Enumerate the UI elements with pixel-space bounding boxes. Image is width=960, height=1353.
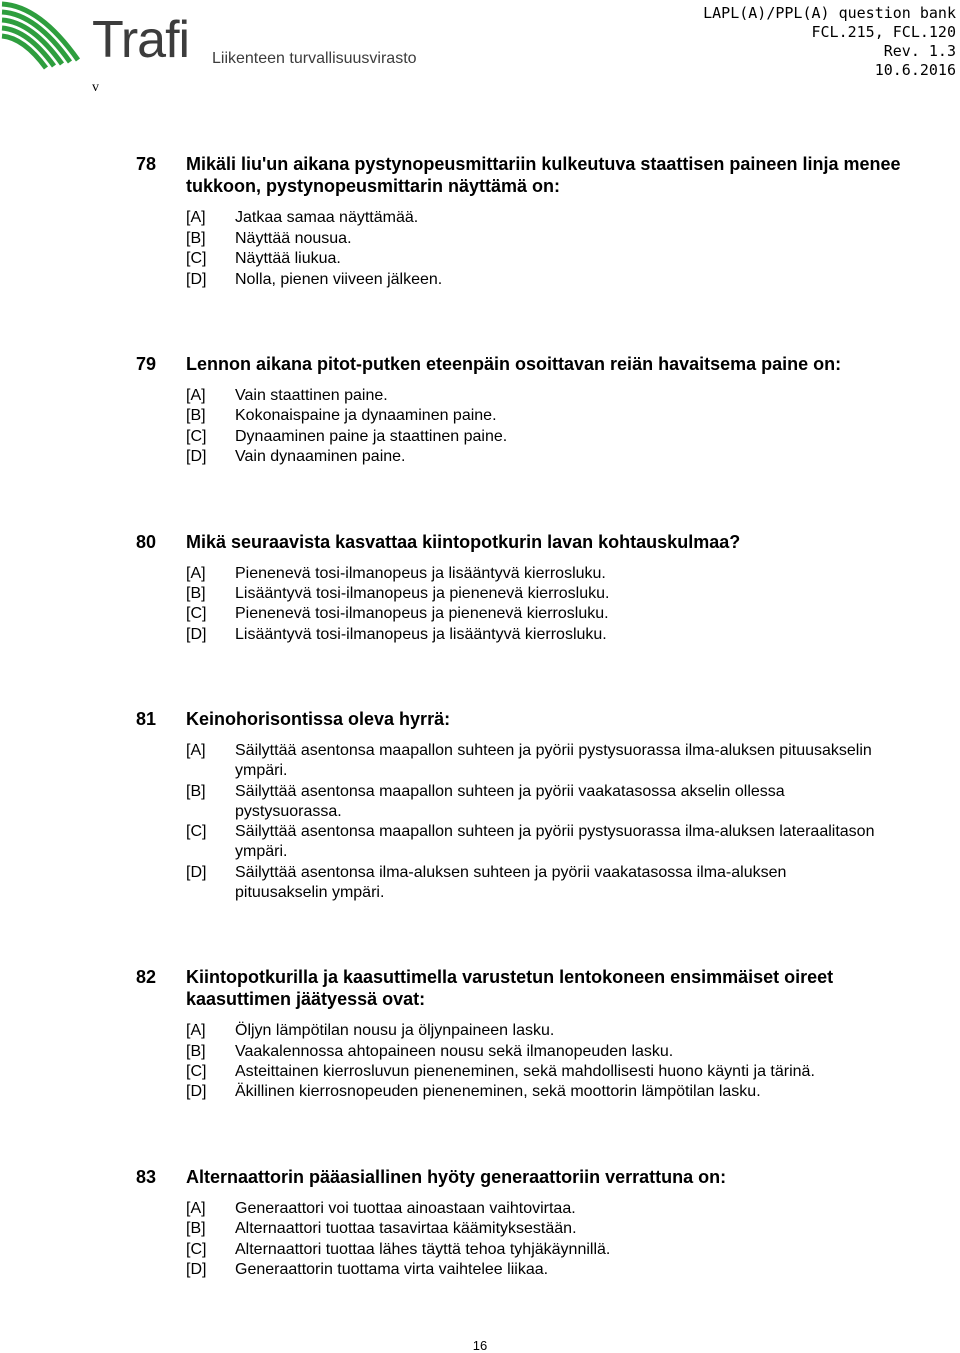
trafi-swoosh-icon [0, 0, 90, 70]
option-letter: [C] [186, 605, 207, 622]
question-text: Keinohorisontissa oleva hyrrä: [186, 709, 451, 729]
question-number: 80 [136, 532, 157, 552]
option-letter: [D] [186, 1083, 207, 1100]
option-letter: [A] [186, 1022, 206, 1039]
logo-subtitle: Liikenteen turvallisuusvirasto [212, 50, 417, 67]
option-text: Generaattorin tuottama virta vaihtelee liikaa. [235, 1261, 549, 1278]
option-text: Pienenevä tosi-ilmanopeus ja pienenevä kierrosluku. [235, 605, 609, 622]
document-info [703, 4, 956, 80]
option-text: Öljyn lämpötilan nousu ja öljynpaineen lasku. [235, 1022, 555, 1039]
option-text: Alternaattori tuottaa lähes täyttä tehoa tyhjäkäynnillä. [235, 1241, 611, 1258]
question-text: Lennon aikana pitot-putken eteenpäin osoittavan reiän havaitsema paine on: [186, 354, 842, 374]
page-number: 16 [472, 1338, 488, 1353]
option-letter: [C] [186, 428, 207, 445]
option-letter: [A] [186, 1200, 206, 1217]
option-letter: [A] [186, 742, 206, 759]
option-letter: [D] [186, 1261, 207, 1278]
doc-revision: Rev. 1.3 [883, 42, 956, 60]
doc-title: LAPL(A)/PPL(A) question bank [703, 4, 956, 22]
question-number: 83 [136, 1167, 157, 1187]
question-text: Mikä seuraavista kasvattaa kiintopotkurin lavan kohtauskulmaa? [186, 532, 741, 552]
option-text: Säilyttää asentonsa ilma-aluksen suhteen ja pyörii vaakatasossa ilma-aluksen pituusakselin ympäri. [235, 864, 787, 901]
option-letter: [D] [186, 626, 207, 643]
option-letter: [D] [186, 448, 207, 465]
trafi-logo [0, 0, 420, 80]
option-text: Generaattori voi tuottaa ainoastaan vaihtovirtaa. [235, 1200, 576, 1217]
option-letter: [A] [186, 387, 206, 404]
option-text: Nolla, pienen viiveen jälkeen. [235, 271, 443, 288]
option-letter: [C] [186, 250, 207, 267]
option-text: Vain staattinen paine. [235, 387, 388, 404]
option-letter: [B] [186, 407, 206, 424]
option-letter: [B] [186, 585, 206, 602]
option-text: Säilyttää asentonsa maapallon suhteen ja pyörii pystysuorassa ilma-aluksen lateraalitason ympäri. [235, 823, 875, 860]
option-text: Asteittainen kierrosluvun pieneneminen, sekä mahdollisesti huono käynti ja tärinä. [235, 1063, 815, 1080]
question-number: 78 [136, 154, 157, 174]
option-text: Lisääntyvä tosi-ilmanopeus ja lisääntyvä kierrosluku. [235, 626, 607, 643]
option-text: Pienenevä tosi-ilmanopeus ja lisääntyvä kierrosluku. [235, 565, 606, 582]
option-letter: [A] [186, 209, 206, 226]
question-text: Kiintopotkurilla ja kaasuttimella varustetun lentokoneen ensimmäiset oireet kaasuttimen jäätyessä ovat: [186, 967, 834, 1009]
option-text: Säilyttää asentonsa maapallon suhteen ja pyörii vaakatasossa akselin ollessa pystysuorassa. [235, 783, 785, 820]
option-letter: [A] [186, 565, 206, 582]
option-text: Näyttää liukua. [235, 250, 341, 267]
option-text: Vaakalennossa ahtopaineen nousu sekä ilmanopeuden lasku. [235, 1043, 674, 1060]
option-letter: [D] [186, 864, 207, 881]
option-text: Jatkaa samaa näyttämää. [235, 209, 419, 226]
page-header [0, 0, 960, 100]
option-letter: [B] [186, 230, 206, 247]
doc-regulation: FCL.215, FCL.120 [811, 23, 956, 41]
question-text: Alternaattorin pääasiallinen hyöty generaattoriin verrattuna on: [186, 1167, 727, 1187]
question-number: 82 [136, 967, 157, 987]
option-text: Näyttää nousua. [235, 230, 352, 247]
option-text: Äkillinen kierrosnopeuden pieneneminen, sekä moottorin lämpötilan lasku. [235, 1083, 761, 1100]
question-text: Mikäli liu'un aikana pystynopeusmittariin kulkeutuva staattisen paineen linja menee tukkoon, pystynopeusmittarin näyttämä on: [186, 154, 901, 196]
option-text: Säilyttää asentonsa maapallon suhteen ja pyörii pystysuorassa ilma-aluksen pituusakselin ympäri. [235, 742, 872, 779]
option-text: Alternaattori tuottaa tasavirtaa käämityksestään. [235, 1220, 577, 1237]
logo-name: Trafi [92, 11, 190, 69]
option-text: Kokonaispaine ja dynaaminen paine. [235, 407, 497, 424]
option-letter: [C] [186, 1063, 207, 1080]
doc-date: 10.6.2016 [874, 61, 956, 79]
question-number: 81 [136, 709, 157, 729]
header-marker: v [92, 80, 99, 95]
option-letter: [C] [186, 1241, 207, 1258]
option-letter: [D] [186, 271, 207, 288]
option-text: Dynaaminen paine ja staattinen paine. [235, 428, 508, 445]
option-letter: [B] [186, 1220, 206, 1237]
option-letter: [B] [186, 783, 206, 800]
option-letter: [C] [186, 823, 207, 840]
option-letter: [B] [186, 1043, 206, 1060]
option-text: Lisääntyvä tosi-ilmanopeus ja pienenevä kierrosluku. [235, 585, 610, 602]
option-text: Vain dynaaminen paine. [235, 448, 406, 465]
question-number: 79 [136, 354, 157, 374]
